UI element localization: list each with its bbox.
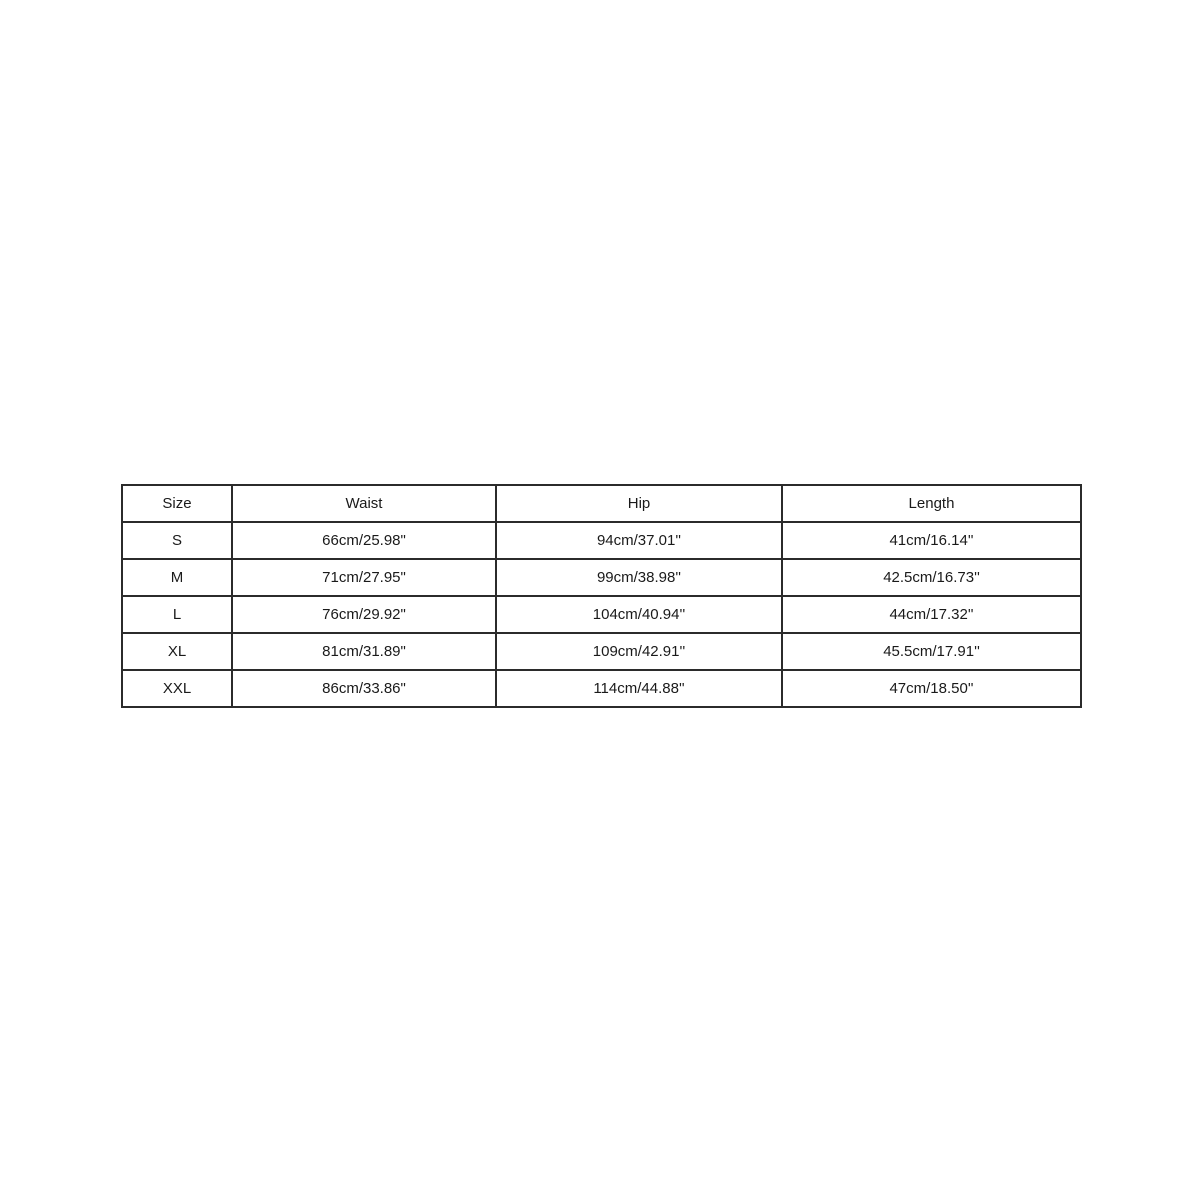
cell-hip: 99cm/38.98'': [496, 559, 782, 596]
cell-size: XXL: [122, 670, 232, 707]
cell-waist: 81cm/31.89": [232, 633, 496, 670]
table-row: [122, 670, 1081, 707]
cell-length: 44cm/17.32'': [782, 596, 1081, 633]
cell-length: 42.5cm/16.73'': [782, 559, 1081, 596]
header-waist: Waist: [232, 485, 496, 522]
table-row: [122, 559, 1081, 596]
cell-size: XL: [122, 633, 232, 670]
table-header-row: [122, 485, 1081, 522]
table-row: [122, 522, 1081, 559]
cell-hip: 114cm/44.88'': [496, 670, 782, 707]
cell-size: S: [122, 522, 232, 559]
table-row: [122, 633, 1081, 670]
cell-waist: 76cm/29.92": [232, 596, 496, 633]
cell-length: 45.5cm/17.91'': [782, 633, 1081, 670]
cell-waist: 86cm/33.86": [232, 670, 496, 707]
cell-hip: 104cm/40.94'': [496, 596, 782, 633]
cell-waist: 71cm/27.95": [232, 559, 496, 596]
cell-length: 41cm/16.14'': [782, 522, 1081, 559]
cell-hip: 109cm/42.91'': [496, 633, 782, 670]
size-chart-table: [121, 484, 1082, 708]
cell-size: L: [122, 596, 232, 633]
cell-size: M: [122, 559, 232, 596]
header-hip: Hip: [496, 485, 782, 522]
header-size: Size: [122, 485, 232, 522]
cell-hip: 94cm/37.01'': [496, 522, 782, 559]
table-row: [122, 596, 1081, 633]
cell-length: 47cm/18.50'': [782, 670, 1081, 707]
header-length: Length: [782, 485, 1081, 522]
cell-waist: 66cm/25.98": [232, 522, 496, 559]
